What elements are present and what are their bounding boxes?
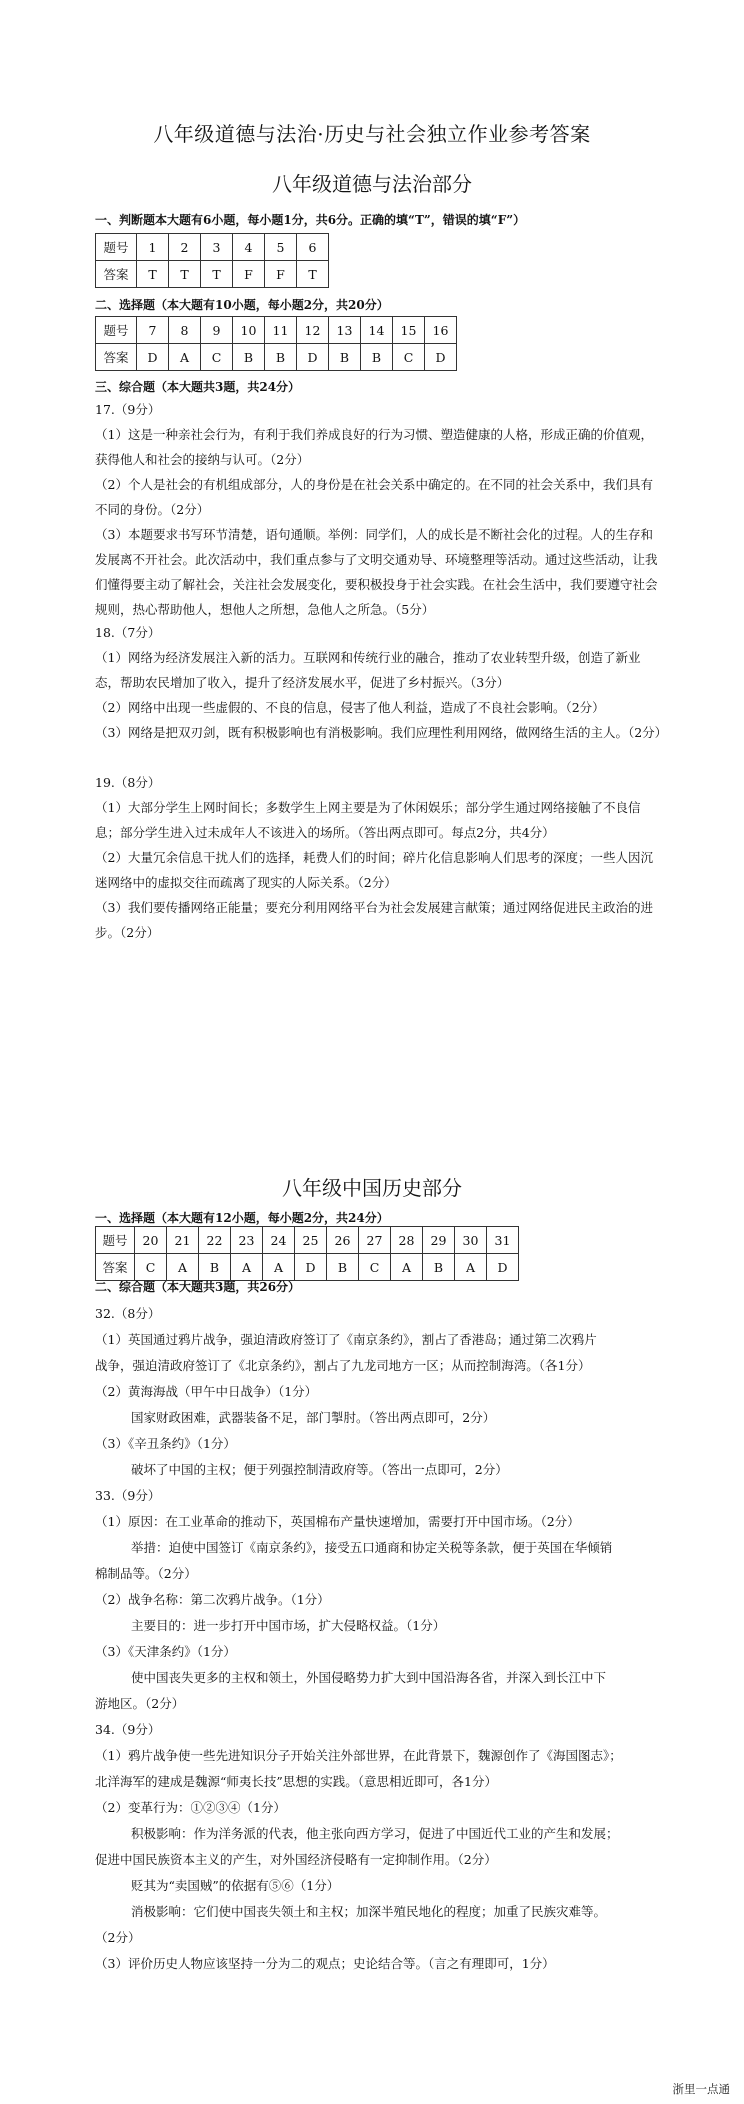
table-cell: B bbox=[361, 344, 393, 371]
answer-line: 游地区。（2分） bbox=[95, 1696, 185, 1711]
answer-line: 国家财政困难，武器装备不足，部门掣肘。（答出两点即可，2分） bbox=[131, 1410, 496, 1425]
table-cell: A bbox=[391, 1254, 423, 1281]
part2-title: 八年级中国历史部分 bbox=[282, 1176, 462, 1200]
table-cell: A bbox=[167, 1254, 199, 1281]
table-cell: 答案 bbox=[96, 344, 137, 371]
table-cell: 21 bbox=[167, 1227, 199, 1254]
table-cell: 26 bbox=[327, 1227, 359, 1254]
answer-line: （3）评价历史人物应该坚持一分为二的观点；史论结合等。（言之有理即可，1分） bbox=[95, 1956, 555, 1971]
table-cell: B bbox=[233, 344, 265, 371]
table-cell: B bbox=[265, 344, 297, 371]
watermark-label: 浙里一点通 bbox=[672, 2082, 730, 2096]
part1-judgment-table bbox=[95, 233, 329, 288]
question-header: 19.（8分） bbox=[95, 775, 161, 790]
table-cell: 29 bbox=[423, 1227, 455, 1254]
part2-sec2-heading: 二、综合题（本大题共3题，共26分） bbox=[95, 1280, 301, 1294]
part1-choice-table bbox=[95, 316, 457, 371]
table-cell: C bbox=[359, 1254, 391, 1281]
table-cell: F bbox=[233, 261, 265, 288]
table-row bbox=[96, 234, 329, 261]
part1-title: 八年级道德与法治部分 bbox=[272, 172, 472, 196]
table-row bbox=[96, 1227, 519, 1254]
table-row bbox=[96, 317, 457, 344]
answer-paragraph: （3）本题要求书写环节清楚，语句通顺。举例：同学们，人的成长是不断社会化的过程。人的生存和发展离不开社会。此次活动中，我们重点参与了文明交通劝导、环境整理等活动。通过这些活动，让我们懂得要主动了解社会，关注社会发展变化，要积极投身于社会实践。在社会生活中，我们要遵守社会规则，热心帮助他人，想他人之所想，急他人之所急。（5分） bbox=[95, 527, 658, 617]
table-cell: 11 bbox=[265, 317, 297, 344]
table-cell: A bbox=[231, 1254, 263, 1281]
answer-line: 主要目的：进一步打开中国市场，扩大侵略权益。（1分） bbox=[131, 1618, 446, 1633]
table-cell: C bbox=[393, 344, 425, 371]
part2-choice-table bbox=[95, 1226, 519, 1281]
answer-line: （1）原因：在工业革命的推动下，英国棉布产量快速增加，需要打开中国市场。（2分） bbox=[95, 1514, 580, 1529]
answer-line: 促进中国民族资本主义的产生，对外国经济侵略有一定抑制作用。（2分） bbox=[95, 1852, 497, 1867]
table-cell: 24 bbox=[263, 1227, 295, 1254]
table-cell: D bbox=[425, 344, 457, 371]
answer-line: （1）英国通过鸦片战争，强迫清政府签订了《南京条约》，割占了香港岛；通过第二次鸦片 bbox=[95, 1332, 597, 1347]
table-cell: B bbox=[329, 344, 361, 371]
answer-paragraph: （2）个人是社会的有机组成部分，人的身份是在社会关系中确定的。在不同的社会关系中，我们具有不同的身份。（2分） bbox=[95, 477, 653, 517]
table-cell: 7 bbox=[137, 317, 169, 344]
table-cell: B bbox=[199, 1254, 231, 1281]
table-cell: 16 bbox=[425, 317, 457, 344]
table-cell: 2 bbox=[169, 234, 201, 261]
table-cell: 题号 bbox=[96, 234, 137, 261]
q19-block bbox=[95, 770, 665, 945]
table-cell: 14 bbox=[361, 317, 393, 344]
table-cell: A bbox=[263, 1254, 295, 1281]
answer-line: 举措：迫使中国签订《南京条约》，接受五口通商和协定关税等条款，便于英国在华倾销 bbox=[131, 1540, 613, 1555]
q32-header: 32.（8分） bbox=[95, 1306, 161, 1321]
answer-line: 使中国丧失更多的主权和领土，外国侵略势力扩大到中国沿海各省，并深入到长江中下 bbox=[131, 1670, 607, 1685]
table-cell: C bbox=[201, 344, 233, 371]
table-cell: B bbox=[423, 1254, 455, 1281]
table-cell: A bbox=[455, 1254, 487, 1281]
answer-line: （2）变革行为：①②③④（1分） bbox=[95, 1800, 286, 1815]
table-cell: 5 bbox=[265, 234, 297, 261]
table-cell: 3 bbox=[201, 234, 233, 261]
table-cell: D bbox=[295, 1254, 327, 1281]
table-cell: B bbox=[327, 1254, 359, 1281]
table-cell: D bbox=[297, 344, 329, 371]
table-cell: 20 bbox=[135, 1227, 167, 1254]
answer-paragraph: （3）网络是把双刃剑，既有积极影响也有消极影响。我们应理性利用网络，做网络生活的主人。（2分） bbox=[95, 725, 668, 740]
q34-header: 34.（9分） bbox=[95, 1722, 161, 1737]
table-cell: 30 bbox=[455, 1227, 487, 1254]
answer-line: （3）《辛丑条约》（1分） bbox=[95, 1436, 236, 1451]
answer-paragraph: （3）我们要传播网络正能量；要充分利用网络平台为社会发展建言献策；通过网络促进民主政治的进步。（2分） bbox=[95, 900, 653, 940]
answer-line: 消极影响：它们使中国丧失领土和主权；加深半殖民地化的程度；加重了民族灾难等。 bbox=[131, 1904, 607, 1919]
question-header: 17.（9分） bbox=[95, 402, 161, 417]
table-cell: T bbox=[201, 261, 233, 288]
table-cell: D bbox=[137, 344, 169, 371]
part1-sec3-heading: 三、综合题（本大题共3题，共24分） bbox=[95, 380, 301, 394]
table-cell: T bbox=[137, 261, 169, 288]
answer-line: 贬其为“卖国贼”的依据有⑤⑥（1分） bbox=[131, 1878, 340, 1893]
table-row bbox=[96, 1254, 519, 1281]
answer-line: 战争，强迫清政府签订了《北京条约》，割占了九龙司地方一区；从而控制海湾。（各1分） bbox=[95, 1358, 591, 1373]
table-cell: F bbox=[265, 261, 297, 288]
answer-line: （2）战争名称：第二次鸦片战争。（1分） bbox=[95, 1592, 330, 1607]
answer-line: 北洋海军的建成是魏源“师夷长技”思想的实践。（意思相近即可，各1分） bbox=[95, 1774, 497, 1789]
answer-paragraph: （1）大部分学生上网时间长；多数学生上网主要是为了休闲娱乐；部分学生通过网络接触了不良信息；部分学生进入过未成年人不该进入的场所。（答出两点即可。每点2分，共4分） bbox=[95, 800, 641, 840]
table-cell: 12 bbox=[297, 317, 329, 344]
answer-line: 棉制品等。（2分） bbox=[95, 1566, 197, 1581]
table-cell: 27 bbox=[359, 1227, 391, 1254]
table-cell: 31 bbox=[487, 1227, 519, 1254]
table-cell: 28 bbox=[391, 1227, 423, 1254]
table-cell: 25 bbox=[295, 1227, 327, 1254]
table-cell: T bbox=[297, 261, 329, 288]
table-cell: A bbox=[169, 344, 201, 371]
table-cell: C bbox=[135, 1254, 167, 1281]
q18-block bbox=[95, 620, 668, 745]
table-cell: 4 bbox=[233, 234, 265, 261]
answer-line: （1）鸦片战争使一些先进知识分子开始关注外部世界，在此背景下，魏源创作了《海国图志》； bbox=[95, 1748, 622, 1763]
table-cell: 答案 bbox=[96, 261, 137, 288]
table-cell: 10 bbox=[233, 317, 265, 344]
table-cell: 22 bbox=[199, 1227, 231, 1254]
table-cell: 15 bbox=[393, 317, 425, 344]
answer-paragraph: （1）这是一种亲社会行为，有利于我们养成良好的行为习惯、塑造健康的人格，形成正确的价值观，获得他人和社会的接纳与认可。（2分） bbox=[95, 427, 653, 467]
answer-line: （2）黄海海战（甲午中日战争）（1分） bbox=[95, 1384, 318, 1399]
table-cell: D bbox=[487, 1254, 519, 1281]
answer-line: 破坏了中国的主权；便于列强控制清政府等。（答出一点即可，2分） bbox=[131, 1462, 508, 1477]
table-cell: 题号 bbox=[96, 317, 137, 344]
table-row bbox=[96, 344, 457, 371]
part1-sec1-heading: 一、判断题本大题有6小题，每小题1分，共6分。正确的填“T”，错误的填“F”） bbox=[95, 213, 526, 227]
answer-line: （3）《天津条约》（1分） bbox=[95, 1644, 236, 1659]
table-cell: 13 bbox=[329, 317, 361, 344]
part1-sec2-heading: 二、选择题（本大题有10小题，每小题2分，共20分） bbox=[95, 298, 389, 312]
q33-header: 33.（9分） bbox=[95, 1488, 161, 1503]
table-row bbox=[96, 261, 329, 288]
table-cell: 题号 bbox=[96, 1227, 135, 1254]
table-cell: 6 bbox=[297, 234, 329, 261]
q17-block bbox=[95, 397, 665, 622]
answer-paragraph: （2）大量冗余信息干扰人们的选择，耗费人们的时间；碎片化信息影响人们思考的深度；一些人因沉迷网络中的虚拟交往而疏离了现实的人际关系。（2分） bbox=[95, 850, 653, 890]
table-cell: 9 bbox=[201, 317, 233, 344]
part2-sec1-heading: 一、选择题（本大题有12小题，每小题2分，共24分） bbox=[95, 1211, 389, 1225]
table-cell: 1 bbox=[137, 234, 169, 261]
table-cell: 8 bbox=[169, 317, 201, 344]
answer-paragraph: （2）网络中出现一些虚假的、不良的信息，侵害了他人利益，造成了不良社会影响。（2分） bbox=[95, 700, 605, 715]
question-header: 18.（7分） bbox=[95, 625, 161, 640]
answer-line: 积极影响：作为洋务派的代表，他主张向西方学习，促进了中国近代工业的产生和发展； bbox=[131, 1826, 619, 1841]
answer-line: （2分） bbox=[95, 1930, 141, 1945]
table-cell: T bbox=[169, 261, 201, 288]
table-cell: 答案 bbox=[96, 1254, 135, 1281]
document-title: 八年级道德与法治·历史与社会独立作业参考答案 bbox=[153, 122, 591, 146]
table-cell: 23 bbox=[231, 1227, 263, 1254]
answer-paragraph: （1）网络为经济发展注入新的活力。互联网和传统行业的融合，推动了农业转型升级，创造了新业态，帮助农民增加了收入，提升了经济发展水平，促进了乡村振兴。（3分） bbox=[95, 650, 641, 690]
